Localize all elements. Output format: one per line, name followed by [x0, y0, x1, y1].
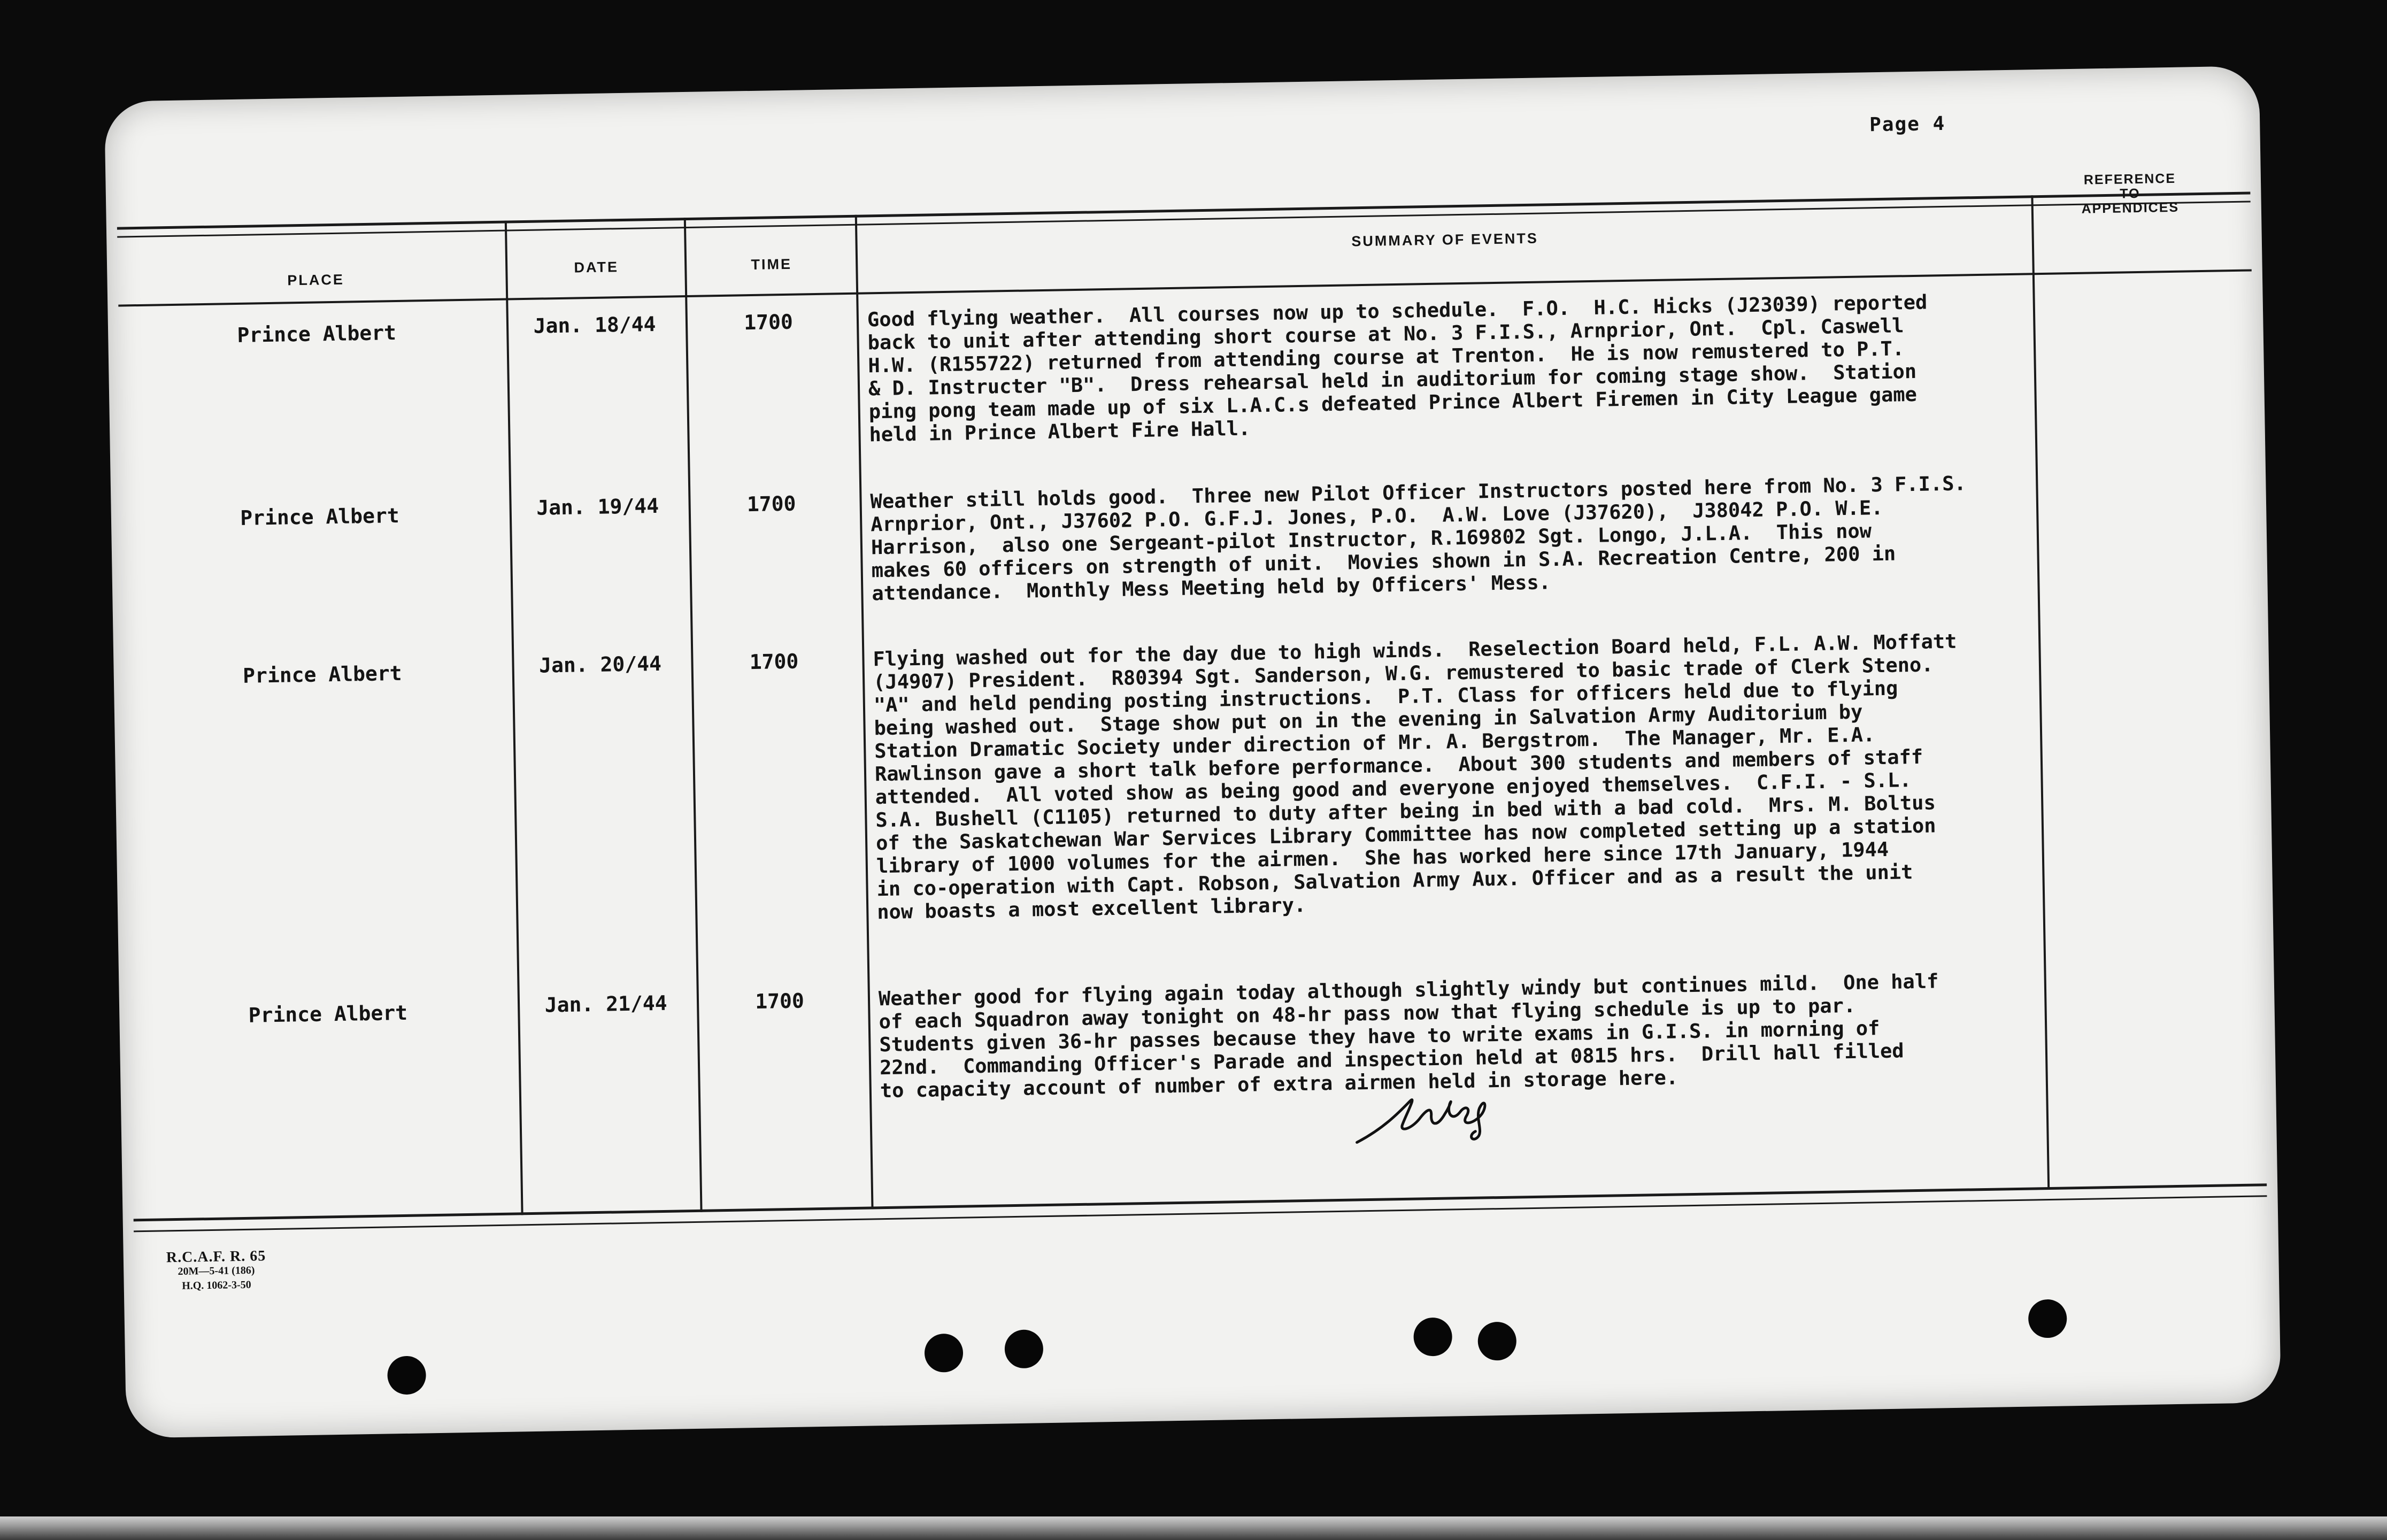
entry-date: Jan. 20/44 [538, 651, 662, 677]
punch-hole [2028, 1299, 2067, 1338]
entry-summary: Good flying weather. All courses now up to schedule. F.O. H.C. Hicks (J23039) reported back to unit after attending short course at No. 3 F.I.S., Arnprior, Ont. Cpl. Caswell H.W. (R155722) returned from attending course at Trenton. He is now remustered to P.T. & D. Instructer "B". Dress rehearsal held in auditorium for coming stage show. Station ping pong team made up of six L.A.C.s defeated Prince Albert Firemen in City League game held in Prince Albert Fire Hall. [867, 290, 1928, 446]
punch-hole [1477, 1322, 1516, 1361]
column-divider-time [684, 218, 703, 1212]
punch-hole [1004, 1329, 1043, 1368]
bottom-rule [134, 1183, 2267, 1221]
entry-place: Prince Albert [240, 503, 399, 530]
record-card [104, 66, 2281, 1438]
entry-summary: Flying washed out for the day due to high winds. Reselection Board held, F.L. A.W. Moffatt (J4907) President. R80394 Sgt. Sanderson, W.G. remustered to basic trade of Clerk Steno. "A" and held pending posting instructions. P.T. Class for officers held due to flying being washed out. Stage show put on in the evening in Salvation Army Auditorium by Station Dramatic Society under direction of Mr. A. Bergstrom. The Manager, Mr. E.A. Rawlinson gave a short talk before performance. About 300 students and members of staff attended. All voted show as being good and everyone enjoyed themselves. C.F.I. - S.L. S.A. Bushell (C1105) returned to duty after being in bed with a bad cold. Mrs. M. Boltus of the Saskatchewan War Services Library Committee has now completed setting up a station library of 1000 volumes for the airmen. She has worked here since 17th January, 1944 in co-operation with Capt. Robson, Salvation Army Aux. Officer and as a result the unit now boasts a most excellent library. [873, 629, 1957, 924]
handwritten-signature [1351, 1083, 1534, 1151]
column-divider-date [505, 221, 523, 1215]
entry-date: Jan. 18/44 [533, 312, 656, 338]
entry-place: Prince Albert [237, 321, 397, 347]
punch-hole [924, 1334, 963, 1373]
column-header-place: PLACE [287, 271, 345, 289]
entry-place: Prince Albert [248, 1000, 408, 1027]
entry-time: 1700 [749, 649, 799, 674]
form-print-code: 20M—5-41 (186) [178, 1264, 255, 1278]
entry-time: 1700 [743, 310, 794, 335]
column-header-summary: SUMMARY OF EVENTS [1351, 230, 1539, 250]
column-header-time: TIME [751, 256, 792, 273]
form-number: R.C.A.F. R. 65 [166, 1248, 266, 1266]
entry-place: Prince Albert [242, 661, 402, 688]
entry-time: 1700 [754, 989, 805, 1014]
entry-summary: Weather good for flying again today although slightly windy but continues mild. One half of each Squadron away tonight on 48-hr pass now that flying schedule is up to par. Students given 36-hr passes because they have to write exams in G.I.S. in morning of 22nd. Commanding Officer's Parade and inspection held at 0815 hrs. Drill hall filled to capacity account of number of extra airmen held in storage here. [878, 969, 1939, 1103]
entry-summary: Weather still holds good. Three new Pilot Officer Instructors posted here from No. 3 F.I.S. Arnprior, Ont., J37602 P.O. G.F.J. Jones, P.O. A.W. Love (J37620), J38042 P.O. W.E. Harrison, also one Sergeant-pilot Instructor, R.169802 Sgt. Longo, J.L.A. This now makes 60 officers on strength of unit. Movies shown in S.A. Recreation Centre, 200 in attendance. Monthly Mess Meeting held by Officers' Mess. [870, 472, 1967, 605]
form-identifier [166, 1249, 267, 1293]
column-header-date: DATE [574, 259, 619, 276]
page-number: Page 4 [1869, 112, 1946, 136]
entry-date: Jan. 21/44 [544, 991, 667, 1017]
punch-hole [387, 1356, 426, 1395]
form-hq-code: H.Q. 1062-3-50 [182, 1279, 251, 1292]
column-header-reference: REFERENCE TO APPENDICES [2081, 171, 2180, 217]
punch-hole [1413, 1318, 1452, 1357]
film-edge-strip [0, 1516, 2387, 1540]
entry-date: Jan. 19/44 [536, 494, 659, 520]
entry-time: 1700 [746, 491, 796, 517]
